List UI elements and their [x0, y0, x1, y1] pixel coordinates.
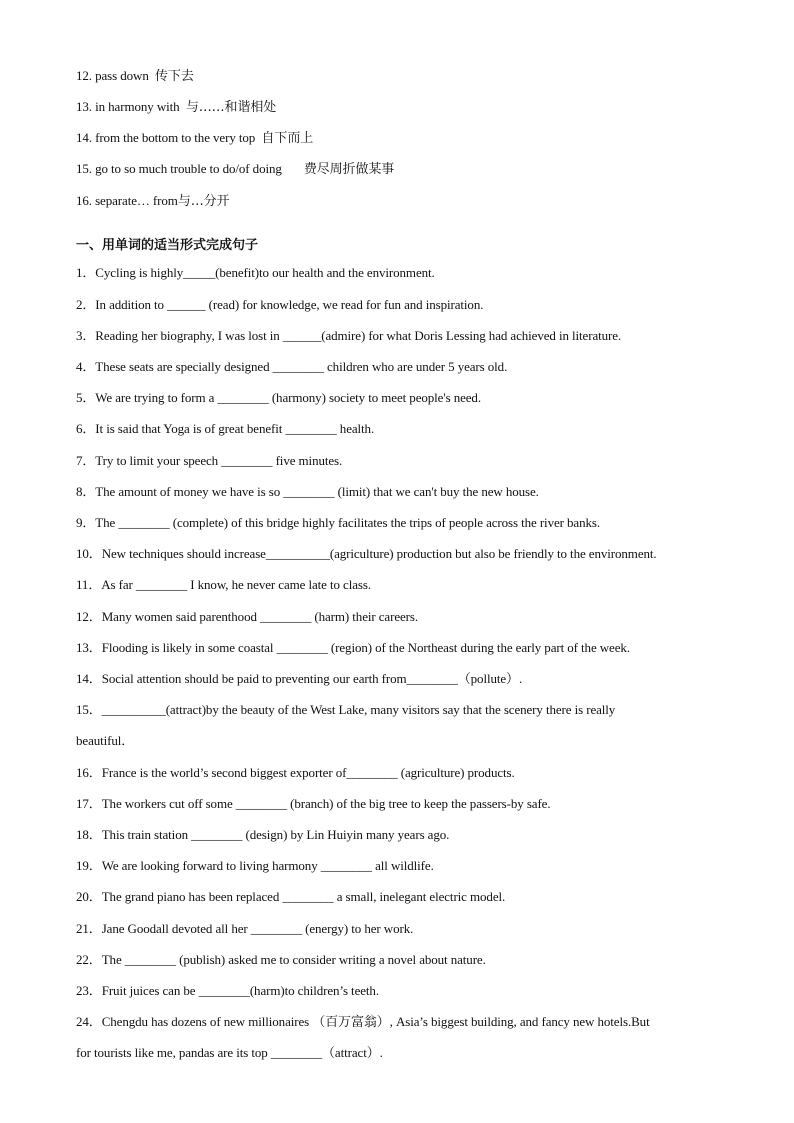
phrase-line [76, 193, 734, 210]
exercise-item: 15．__________(attract)by the beauty of the West Lake, many visitors say that the scenery there is really [76, 702, 616, 717]
phrase-line [76, 130, 734, 147]
phrase-english: 13. in harmony with [76, 99, 180, 114]
exercise-item: 23．Fruit juices can be ________(harm)to children’s teeth. [76, 983, 379, 998]
exercise-item: 8．The amount of money we have is so ________ (limit) that we can't buy the new house. [76, 484, 539, 499]
phrase-chinese: 传下去 [155, 69, 194, 84]
phrase-line [76, 68, 734, 85]
exercise-item: 16．France is the world’s second biggest exporter of________ (agriculture) products. [76, 765, 515, 780]
exercise-item-continuation: for tourists like me, pandas are its top ________（attract）. [76, 1045, 383, 1060]
exercise-item-continuation: beautiful． [76, 733, 135, 748]
exercise-item: 2．In addition to ______ (read) for knowledge, we read for fun and inspiration. [76, 297, 484, 312]
exercise-item: 6．It is said that Yoga is of great benefit ________ health. [76, 421, 375, 436]
phrase-chinese: 与……和谐相处 [185, 100, 277, 115]
exercise-item: 19．We are looking forward to living harmony ________ all wildlife. [76, 858, 434, 873]
exercise-item: 12．Many women said parenthood ________ (harm) their careers. [76, 609, 419, 624]
section-title: 一、用单词的适当形式完成句子 [76, 238, 259, 253]
exercise-item: 10．New techniques should increase__________(agriculture) production but also be friendly to the environment. [76, 546, 657, 561]
phrase-english: 12. pass down [76, 68, 149, 83]
exercise-item: 22．The ________ (publish) asked me to consider writing a novel about nature. [76, 952, 486, 967]
exercise-item: 7．Try to limit your speech ________ five minutes. [76, 453, 343, 468]
exercise-item: 13．Flooding is likely in some coastal ________ (region) of the Northeast during the early part of the week. [76, 640, 630, 655]
exercise-item: 3．Reading her biography, I was lost in ______(admire) for what Doris Lessing had achieved in literature. [76, 328, 622, 343]
exercise-item: 1．Cycling is highly_____(benefit)to our health and the environment. [76, 265, 435, 280]
phrase-english: 15. go to so much trouble to do/of doing [76, 161, 282, 176]
phrase-chinese: 与…分开 [177, 194, 230, 209]
exercise-item: 24．Chengdu has dozens of new millionaires （百万富翁）, Asia’s biggest building, and fancy new hotels.But [76, 1014, 650, 1029]
exercise-item: 11．As far ________ I know, he never came late to class. [76, 577, 371, 592]
phrase-line [76, 161, 734, 178]
phrase-english: 16. separate… from [76, 193, 178, 208]
exercise-item: 21．Jane Goodall devoted all her ________ (energy) to her work. [76, 921, 414, 936]
exercise-item: 14．Social attention should be paid to preventing our earth from________（pollute）. [76, 671, 523, 686]
exercise-item: 17．The workers cut off some ________ (branch) of the big tree to keep the passers-by safe. [76, 796, 551, 811]
exercise-item: 9．The ________ (complete) of this bridge highly facilitates the trips of people across the river banks. [76, 515, 601, 530]
phrase-chinese: 自下而上 [261, 131, 314, 146]
exercise-item: 20．The grand piano has been replaced ________ a small, inelegant electric model. [76, 889, 506, 904]
exercise-item: 5．We are trying to form a ________ (harmony) society to meet people's need. [76, 390, 481, 405]
phrase-line [76, 99, 734, 116]
phrase-english: 14. from the bottom to the very top [76, 130, 256, 145]
exercise-item: 4．These seats are specially designed ________ children who are under 5 years old. [76, 359, 508, 374]
exercise-item: 18．This train station ________ (design) by Lin Huiyin many years ago. [76, 827, 450, 842]
phrase-chinese: 费尽周折做某事 [303, 162, 395, 177]
